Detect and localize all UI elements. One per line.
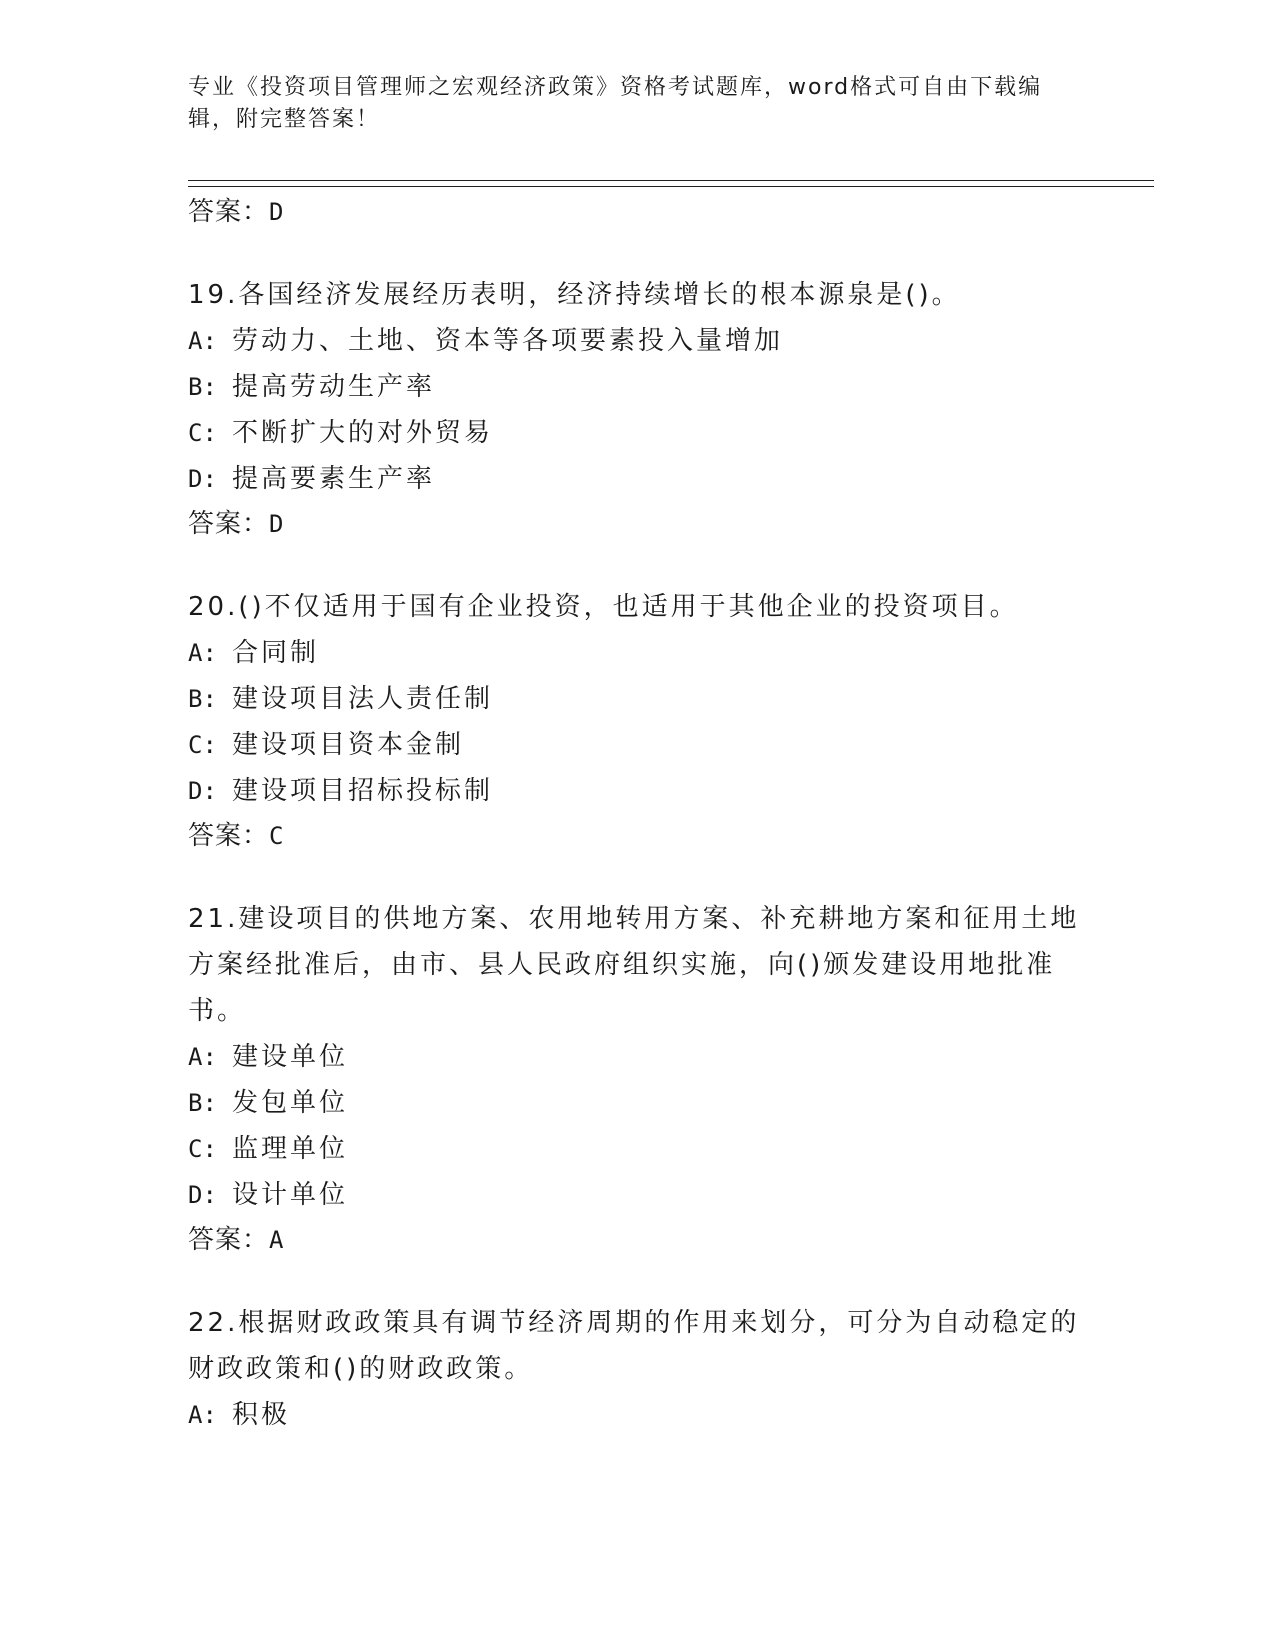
answer-value: A xyxy=(269,1226,285,1254)
question-text-line: 书。 xyxy=(188,996,247,1026)
option-letter: A: xyxy=(188,327,217,355)
option-text: 建设项目资本金制 xyxy=(232,730,465,760)
option-text: 提高劳动生产率 xyxy=(232,372,436,402)
answer-label: 答案： xyxy=(188,821,270,851)
header-divider-bottom xyxy=(188,186,1154,187)
option-letter: D: xyxy=(188,777,217,805)
question-text-line: 财政政策和()的财政政策。 xyxy=(188,1354,534,1384)
option-a xyxy=(188,1392,1088,1438)
question-content xyxy=(188,190,1088,1438)
option-c xyxy=(188,722,1088,768)
answer xyxy=(188,502,1088,546)
question-text xyxy=(188,896,1088,1034)
question-text: 19.各国经济发展经历表明，经济持续增长的根本源泉是()。 xyxy=(188,280,961,310)
question-text-line: 方案经批准后，由市、县人民政府组织实施，向()颁发建设用地批准 xyxy=(188,950,1056,980)
option-d xyxy=(188,1172,1088,1218)
option-text: 监理单位 xyxy=(232,1134,349,1164)
option-letter: D: xyxy=(188,465,217,493)
option-c xyxy=(188,1126,1088,1172)
option-letter: A: xyxy=(188,1401,217,1429)
answer-label: 答案： xyxy=(188,197,270,227)
option-letter: C: xyxy=(188,419,217,447)
header-line-2: 辑，附完整答案！ xyxy=(188,107,381,132)
header-divider-top xyxy=(188,180,1154,181)
option-letter: C: xyxy=(188,1135,217,1163)
answer-value: C xyxy=(269,822,285,850)
answer-label: 答案： xyxy=(188,509,270,539)
previous-answer xyxy=(188,190,1088,234)
answer-value: D xyxy=(269,198,285,226)
option-text: 合同制 xyxy=(232,638,320,668)
option-letter: A: xyxy=(188,639,217,667)
option-b xyxy=(188,1080,1088,1126)
option-text: 建设单位 xyxy=(232,1042,349,1072)
option-d xyxy=(188,456,1088,502)
option-letter: A: xyxy=(188,1043,217,1071)
option-b xyxy=(188,364,1088,410)
question-19 xyxy=(188,272,1088,546)
answer-label: 答案： xyxy=(188,1225,270,1255)
document-header xyxy=(188,72,1088,136)
question-text-line: 22.根据财政政策具有调节经济周期的作用来划分，可分为自动稳定的 xyxy=(188,1308,1080,1338)
option-letter: D: xyxy=(188,1181,217,1209)
question-22 xyxy=(188,1300,1088,1438)
answer xyxy=(188,1218,1088,1262)
question-21 xyxy=(188,896,1088,1262)
header-line-1: 专业《投资项目管理师之宏观经济政策》资格考试题库，word格式可自由下载编 xyxy=(188,75,1043,100)
option-text: 积极 xyxy=(232,1400,291,1430)
answer xyxy=(188,814,1088,858)
option-text: 发包单位 xyxy=(232,1088,349,1118)
option-letter: B: xyxy=(188,685,217,713)
option-a xyxy=(188,318,1088,364)
question-text xyxy=(188,1300,1088,1392)
option-letter: B: xyxy=(188,373,217,401)
answer-value: D xyxy=(269,510,285,538)
option-d xyxy=(188,768,1088,814)
option-text: 设计单位 xyxy=(232,1180,349,1210)
option-text: 建设项目法人责任制 xyxy=(232,684,494,714)
option-text: 建设项目招标投标制 xyxy=(232,776,494,806)
option-letter: C: xyxy=(188,731,217,759)
question-text: 20.()不仅适用于国有企业投资，也适用于其他企业的投资项目。 xyxy=(188,592,1019,622)
option-text: 提高要素生产率 xyxy=(232,464,436,494)
option-letter: B: xyxy=(188,1089,217,1117)
question-20 xyxy=(188,584,1088,858)
option-a xyxy=(188,1034,1088,1080)
option-text: 不断扩大的对外贸易 xyxy=(232,418,494,448)
option-c xyxy=(188,410,1088,456)
option-a xyxy=(188,630,1088,676)
question-text-line: 21.建设项目的供地方案、农用地转用方案、补充耕地方案和征用土地 xyxy=(188,904,1080,934)
option-b xyxy=(188,676,1088,722)
option-text: 劳动力、土地、资本等各项要素投入量增加 xyxy=(232,326,784,356)
